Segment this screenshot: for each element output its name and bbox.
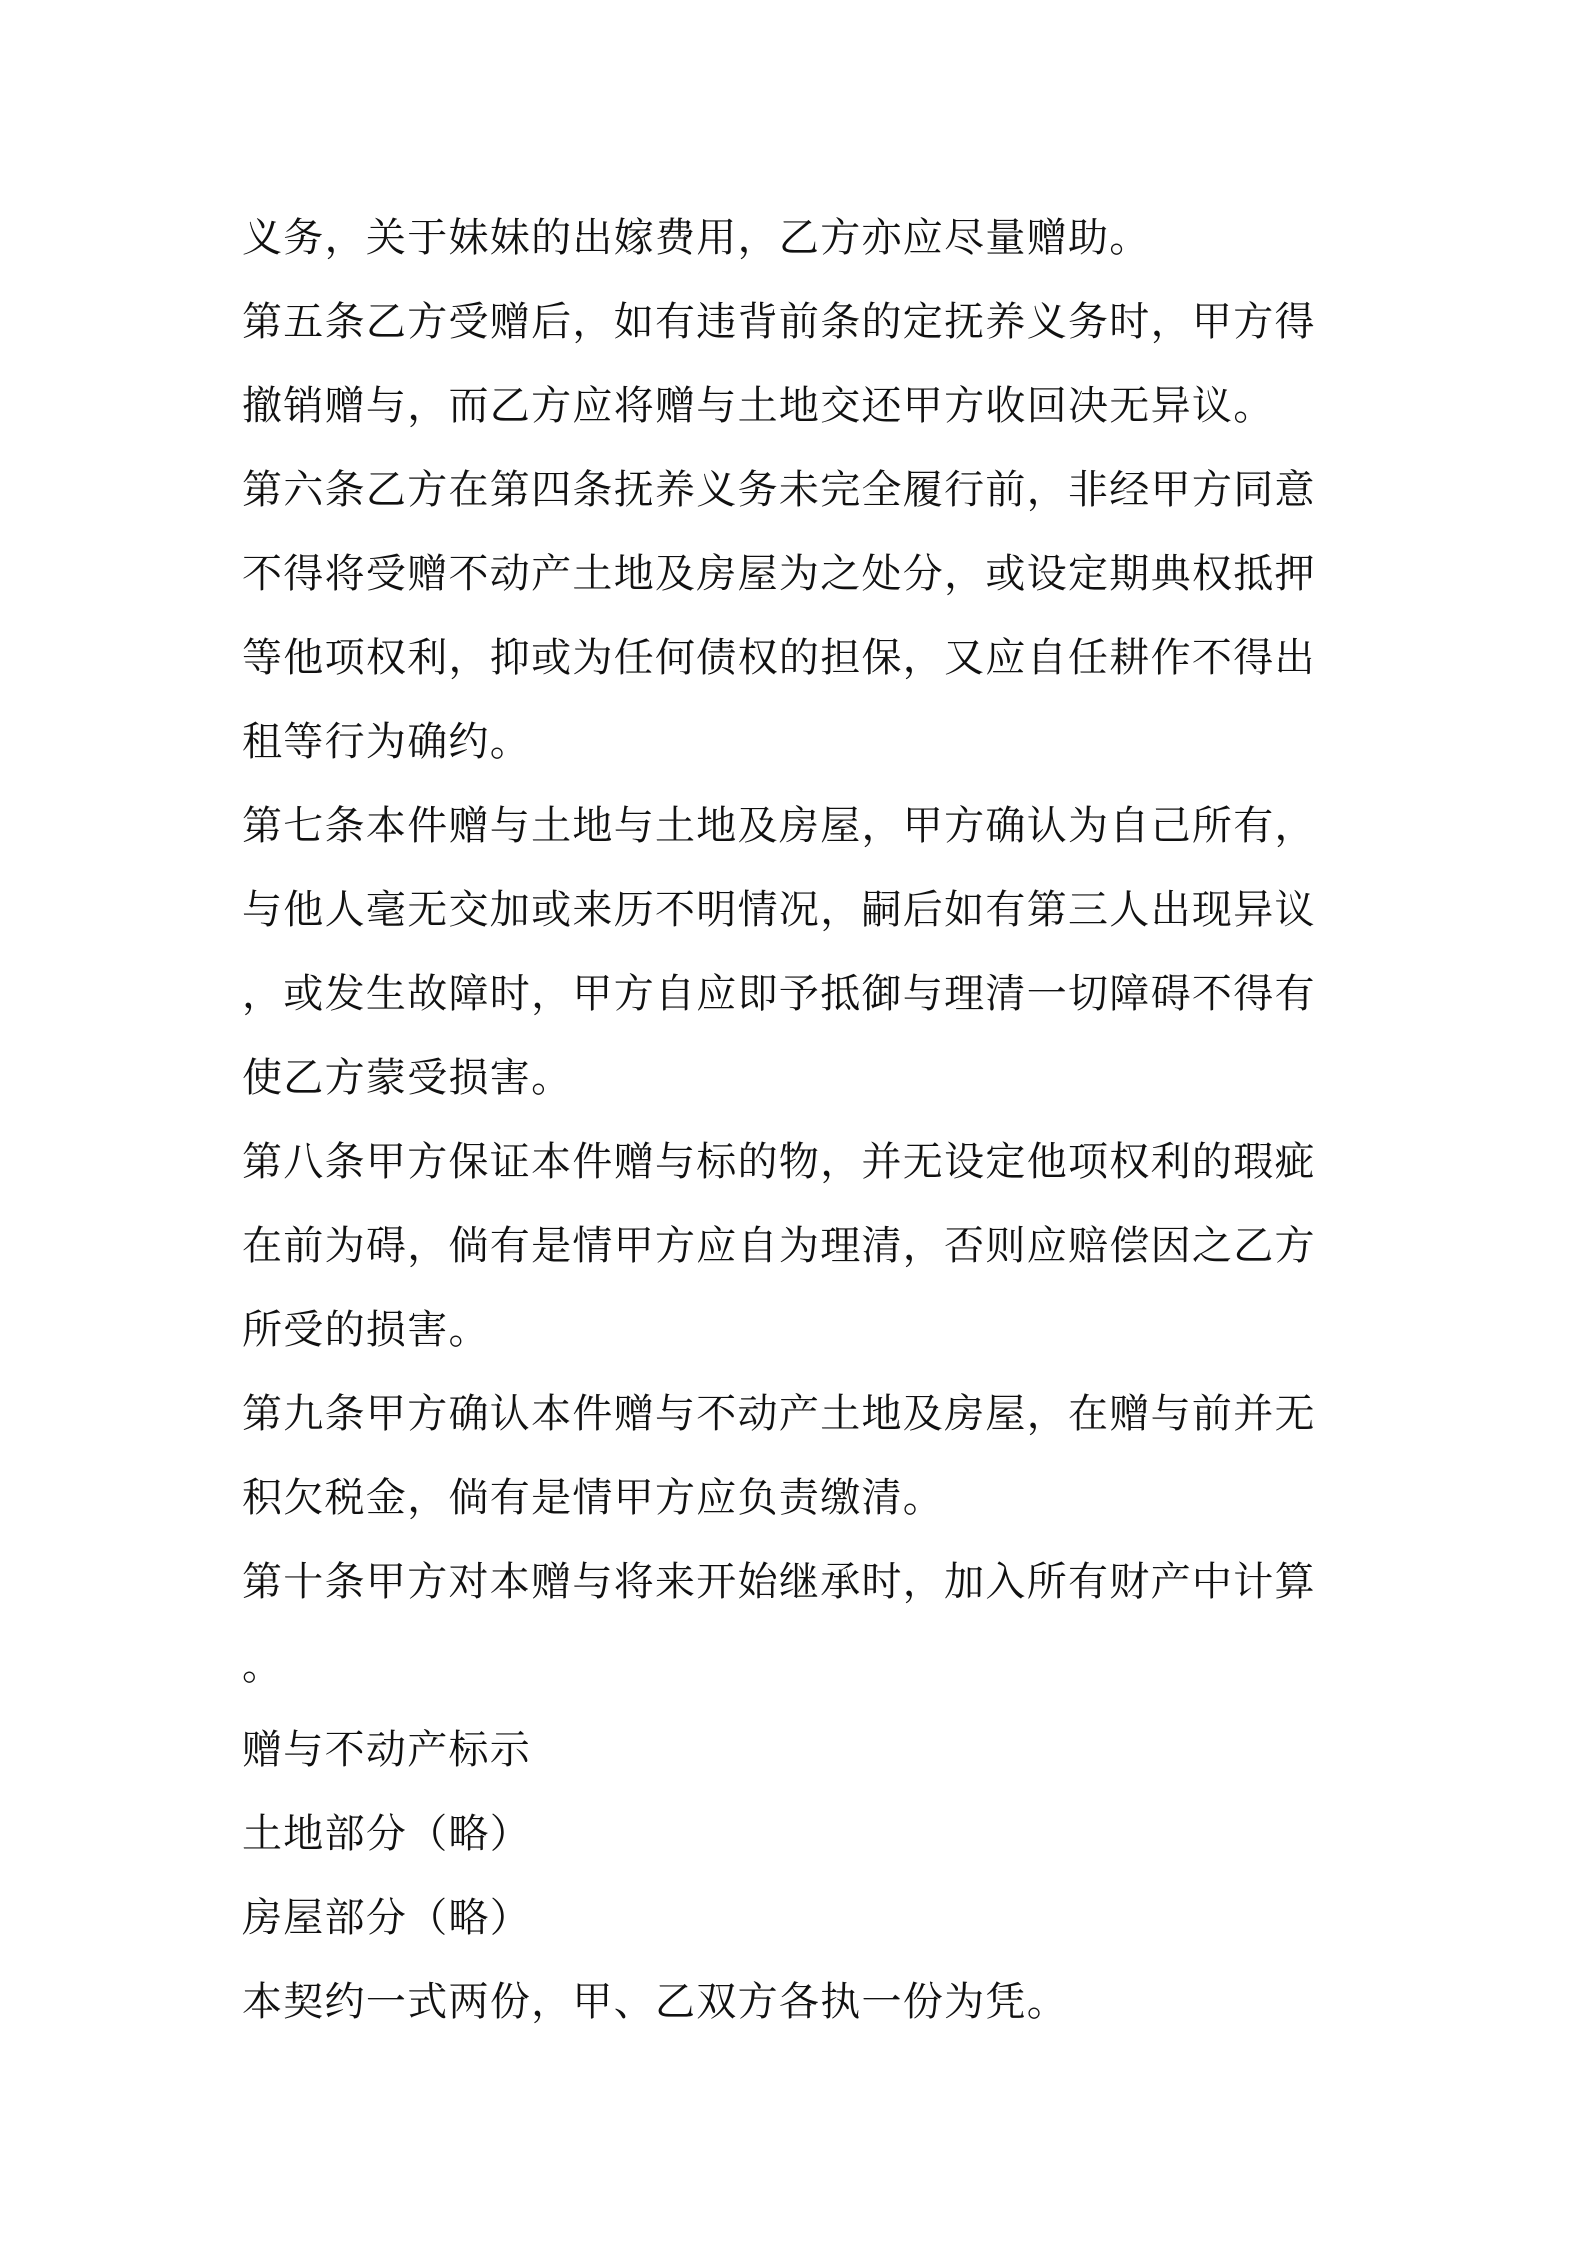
text-line: 第九条甲方确认本件赠与不动产土地及房屋，在赠与前并无 (242, 1391, 1316, 1437)
text-line: 与他人毫无交加或来历不明情况，嗣后如有第三人出现异议 (242, 887, 1316, 933)
text-line: 赠与不动产标示 (242, 1727, 532, 1773)
text-line: 撤销赠与，而乙方应将赠与土地交还甲方收回决无异议。 (242, 383, 1275, 429)
text-line: ，或发生故障时，甲方自应即予抵御与理清一切障碍不得有 (242, 971, 1316, 1017)
text-line: 租等行为确约。 (242, 719, 532, 765)
text-line: 第五条乙方受赠后，如有违背前条的定抚养义务时，甲方得 (242, 299, 1316, 345)
text-line: 第十条甲方对本赠与将来开始继承时，加入所有财产中计算 (242, 1559, 1316, 1605)
text-line: 第八条甲方保证本件赠与标的物，并无设定他项权利的瑕疵 (242, 1139, 1316, 1185)
text-line: 积欠税金，倘有是情甲方应负责缴清。 (242, 1475, 945, 1521)
text-line: 第六条乙方在第四条抚养义务未完全履行前，非经甲方同意 (242, 467, 1316, 513)
text-line: 所受的损害。 (242, 1307, 490, 1353)
text-line: 不得将受赠不动产土地及房屋为之处分，或设定期典权抵押 (242, 551, 1316, 597)
text-line: 在前为碍，倘有是情甲方应自为理清，否则应赔偿因之乙方 (242, 1223, 1316, 1269)
text-line: 等他项权利，抑或为任何债权的担保，又应自任耕作不得出 (242, 635, 1316, 681)
text-line: 房屋部分（略） (242, 1895, 532, 1941)
text-line: 第七条本件赠与土地与土地及房屋，甲方确认为自己所有， (242, 803, 1316, 849)
text-line: 土地部分（略） (242, 1811, 532, 1857)
text-line: 。 (242, 1643, 284, 1689)
text-line: 义务，关于妹妹的出嫁费用，乙方亦应尽量赠助。 (242, 215, 1151, 261)
document-body (242, 196, 1352, 2044)
text-line: 使乙方蒙受损害。 (242, 1055, 573, 1101)
text-line: 本契约一式两份，甲、乙双方各执一份为凭。 (242, 1979, 1068, 2025)
